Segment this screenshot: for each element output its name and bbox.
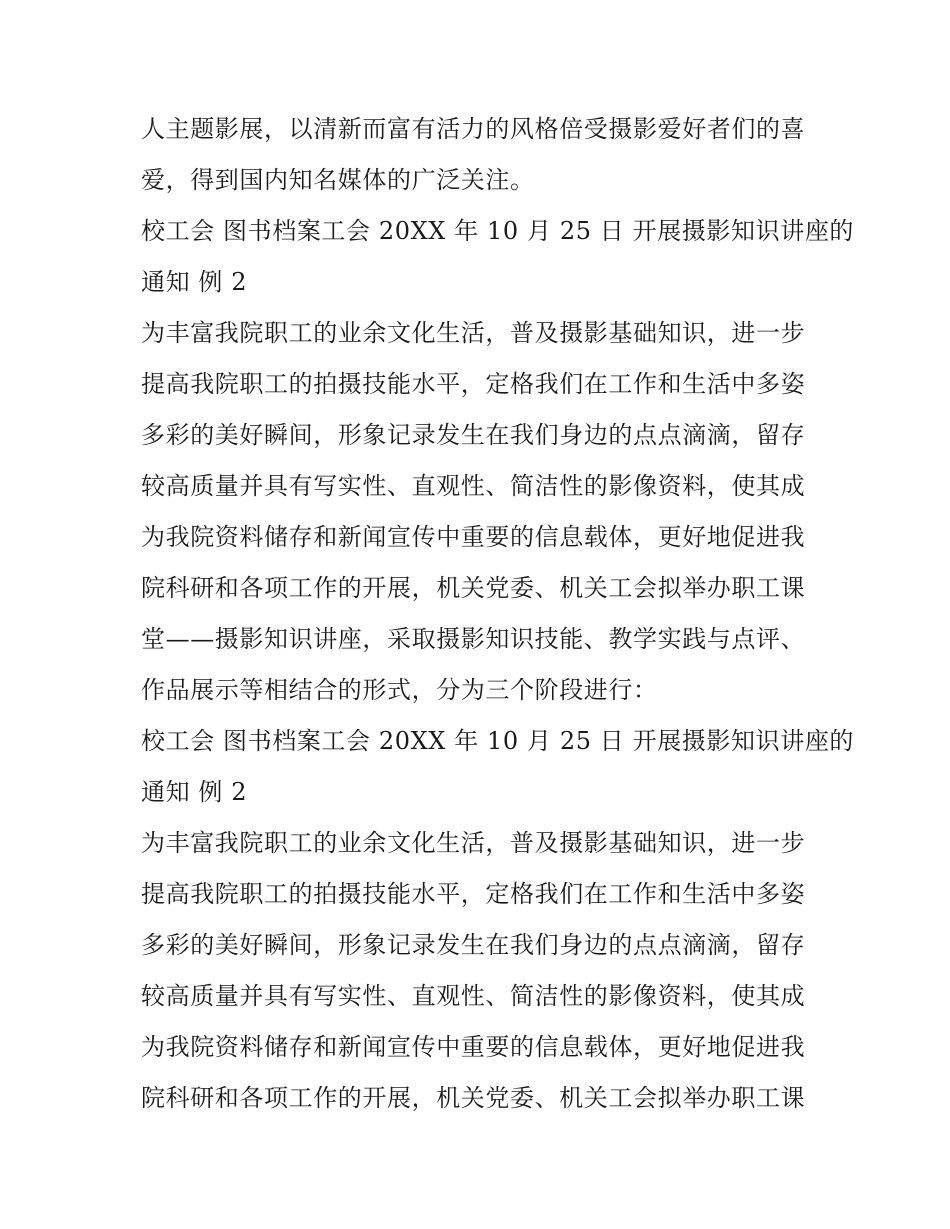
text-line: 爱，得到国内知名媒体的广泛关注。 [141,166,535,194]
text-line: 堂——摄影知识讲座，采取摄影知识技能、教学实践与点评、 [141,625,806,653]
text-line: 作品展示等相结合的形式，分为三个阶段进行： [141,676,658,704]
text-line: 为我院资料储存和新闻宣传中重要的信息载体，更好地促进我 [141,523,806,551]
document-body [141,104,855,1124]
notice-title-line: 校工会 图书档案工会 20XX 年 10 月 25 日 开展摄影知识讲座的 [141,727,855,755]
text-line: 为丰富我院职工的业余文化生活，普及摄影基础知识，进一步 [141,319,806,347]
text-line: 较高质量并具有写实性、直观性、简洁性的影像资料，使其成 [141,982,806,1010]
notice-title-line: 通知 例 2 [141,268,248,296]
notice-title-line: 校工会 图书档案工会 20XX 年 10 月 25 日 开展摄影知识讲座的 [141,217,855,245]
text-line: 院科研和各项工作的开展，机关党委、机关工会拟举办职工课 [141,1084,806,1112]
text-line: 人主题影展，以清新而富有活力的风格倍受摄影爱好者们的喜 [141,115,806,143]
text-line: 院科研和各项工作的开展，机关党委、机关工会拟举办职工课 [141,574,806,602]
text-line: 较高质量并具有写实性、直观性、简洁性的影像资料，使其成 [141,472,806,500]
text-line: 提高我院职工的拍摄技能水平，定格我们在工作和生活中多姿 [141,880,806,908]
notice-title-line: 通知 例 2 [141,778,248,806]
text-line: 提高我院职工的拍摄技能水平，定格我们在工作和生活中多姿 [141,370,806,398]
text-line: 为我院资料储存和新闻宣传中重要的信息载体，更好地促进我 [141,1033,806,1061]
text-line: 多彩的美好瞬间，形象记录发生在我们身边的点点滴滴，留存 [141,931,806,959]
text-line: 多彩的美好瞬间，形象记录发生在我们身边的点点滴滴，留存 [141,421,806,449]
text-line: 为丰富我院职工的业余文化生活，普及摄影基础知识，进一步 [141,829,806,857]
